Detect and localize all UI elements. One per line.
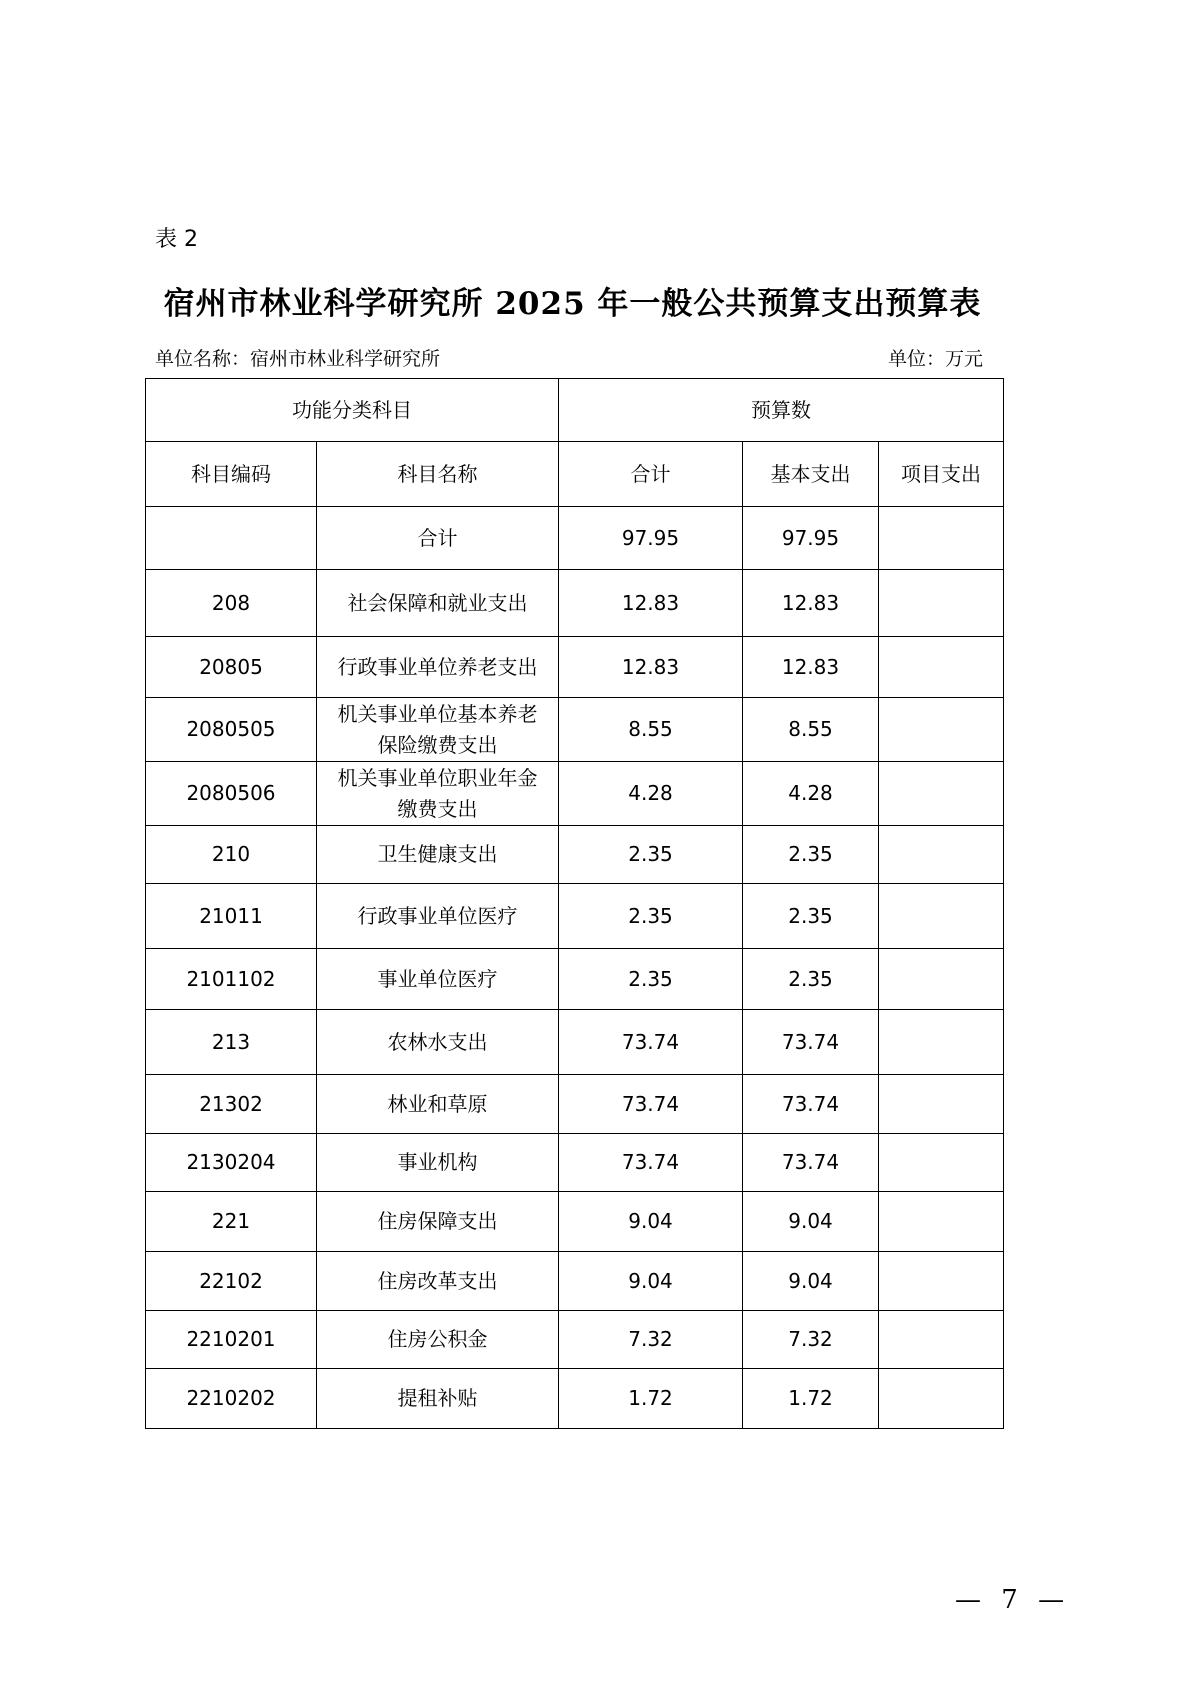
unit-label: 单位：万元 [888, 348, 984, 370]
cell-total: 7.32 [559, 1311, 743, 1369]
cell-total: 8.55 [559, 698, 743, 762]
cell-total: 2.35 [559, 884, 743, 949]
cell-name: 林业和草原 [317, 1075, 559, 1134]
table-row [146, 1192, 1004, 1252]
column-header-row [146, 442, 1004, 507]
cell-project [879, 698, 1004, 762]
cell-code: 208 [146, 570, 317, 637]
cell-code: 2080505 [146, 698, 317, 762]
cell-project [879, 1192, 1004, 1252]
cell-basic: 8.55 [743, 698, 879, 762]
cell-name: 机关事业单位基本养老保险缴费支出 [317, 698, 559, 762]
cell-project [879, 1311, 1004, 1369]
cell-code: 21011 [146, 884, 317, 949]
table-row [146, 698, 1004, 762]
table-row [146, 1075, 1004, 1134]
cell-basic: 73.74 [743, 1010, 879, 1075]
table-row [146, 637, 1004, 698]
page-title: 宿州市林业科学研究所 2025 年一般公共预算支出预算表 [163, 286, 982, 322]
table-row [146, 826, 1004, 884]
cell-project [879, 949, 1004, 1010]
cell-name: 事业机构 [317, 1134, 559, 1192]
unit-name: 单位名称：宿州市林业科学研究所 [155, 348, 441, 370]
table-row [146, 1010, 1004, 1075]
cell-name: 行政事业单位医疗 [317, 884, 559, 949]
cell-name: 住房改革支出 [317, 1252, 559, 1311]
page-number: — 7 — [955, 1585, 1071, 1615]
cell-total: 2.35 [559, 949, 743, 1010]
table-row [146, 570, 1004, 637]
cell-basic: 9.04 [743, 1192, 879, 1252]
table-row [146, 884, 1004, 949]
cell-project [879, 1369, 1004, 1429]
cell-code: 213 [146, 1010, 317, 1075]
cell-project [879, 1075, 1004, 1134]
cell-name: 农林水支出 [317, 1010, 559, 1075]
group-header-budget: 预算数 [559, 379, 1004, 442]
cell-code: 2210201 [146, 1311, 317, 1369]
cell-code: 2210202 [146, 1369, 317, 1429]
column-header-total: 合计 [559, 442, 743, 507]
budget-table-body [146, 379, 1004, 1429]
cell-total: 4.28 [559, 762, 743, 826]
group-header-functional: 功能分类科目 [146, 379, 559, 442]
cell-total: 73.74 [559, 1075, 743, 1134]
column-header-code: 科目编码 [146, 442, 317, 507]
cell-basic: 12.83 [743, 637, 879, 698]
table-row [146, 1134, 1004, 1192]
cell-basic: 73.74 [743, 1134, 879, 1192]
cell-project [879, 1134, 1004, 1192]
budget-table [145, 378, 1004, 1429]
cell-name: 合计 [317, 507, 559, 570]
cell-total: 1.72 [559, 1369, 743, 1429]
cell-basic: 1.72 [743, 1369, 879, 1429]
cell-code: 20805 [146, 637, 317, 698]
table-row [146, 762, 1004, 826]
column-header-project: 项目支出 [879, 442, 1004, 507]
cell-name: 提租补贴 [317, 1369, 559, 1429]
cell-project [879, 826, 1004, 884]
table-row [146, 949, 1004, 1010]
table-row [146, 507, 1004, 570]
cell-total: 12.83 [559, 570, 743, 637]
cell-basic: 97.95 [743, 507, 879, 570]
cell-project [879, 762, 1004, 826]
cell-code [146, 507, 317, 570]
table-tag: 表 2 [155, 227, 198, 252]
cell-total: 73.74 [559, 1134, 743, 1192]
cell-code: 210 [146, 826, 317, 884]
cell-total: 97.95 [559, 507, 743, 570]
cell-total: 2.35 [559, 826, 743, 884]
cell-project [879, 507, 1004, 570]
cell-total: 12.83 [559, 637, 743, 698]
cell-code: 2101102 [146, 949, 317, 1010]
cell-code: 221 [146, 1192, 317, 1252]
cell-code: 22102 [146, 1252, 317, 1311]
cell-total: 73.74 [559, 1010, 743, 1075]
cell-code: 2080506 [146, 762, 317, 826]
cell-project [879, 570, 1004, 637]
cell-code: 21302 [146, 1075, 317, 1134]
cell-project [879, 1010, 1004, 1075]
table-row [146, 1311, 1004, 1369]
cell-name: 事业单位医疗 [317, 949, 559, 1010]
cell-name: 机关事业单位职业年金缴费支出 [317, 762, 559, 826]
table-row [146, 1252, 1004, 1311]
column-header-name: 科目名称 [317, 442, 559, 507]
group-header-row [146, 379, 1004, 442]
cell-basic: 12.83 [743, 570, 879, 637]
table-row [146, 1369, 1004, 1429]
cell-project [879, 884, 1004, 949]
cell-code: 2130204 [146, 1134, 317, 1192]
cell-name: 行政事业单位养老支出 [317, 637, 559, 698]
cell-project [879, 637, 1004, 698]
cell-total: 9.04 [559, 1252, 743, 1311]
cell-basic: 7.32 [743, 1311, 879, 1369]
cell-name: 卫生健康支出 [317, 826, 559, 884]
cell-basic: 2.35 [743, 884, 879, 949]
cell-total: 9.04 [559, 1192, 743, 1252]
cell-basic: 2.35 [743, 826, 879, 884]
cell-basic: 2.35 [743, 949, 879, 1010]
cell-basic: 4.28 [743, 762, 879, 826]
cell-basic: 9.04 [743, 1252, 879, 1311]
cell-name: 住房公积金 [317, 1311, 559, 1369]
cell-name: 住房保障支出 [317, 1192, 559, 1252]
cell-name: 社会保障和就业支出 [317, 570, 559, 637]
column-header-basic: 基本支出 [743, 442, 879, 507]
cell-project [879, 1252, 1004, 1311]
cell-basic: 73.74 [743, 1075, 879, 1134]
